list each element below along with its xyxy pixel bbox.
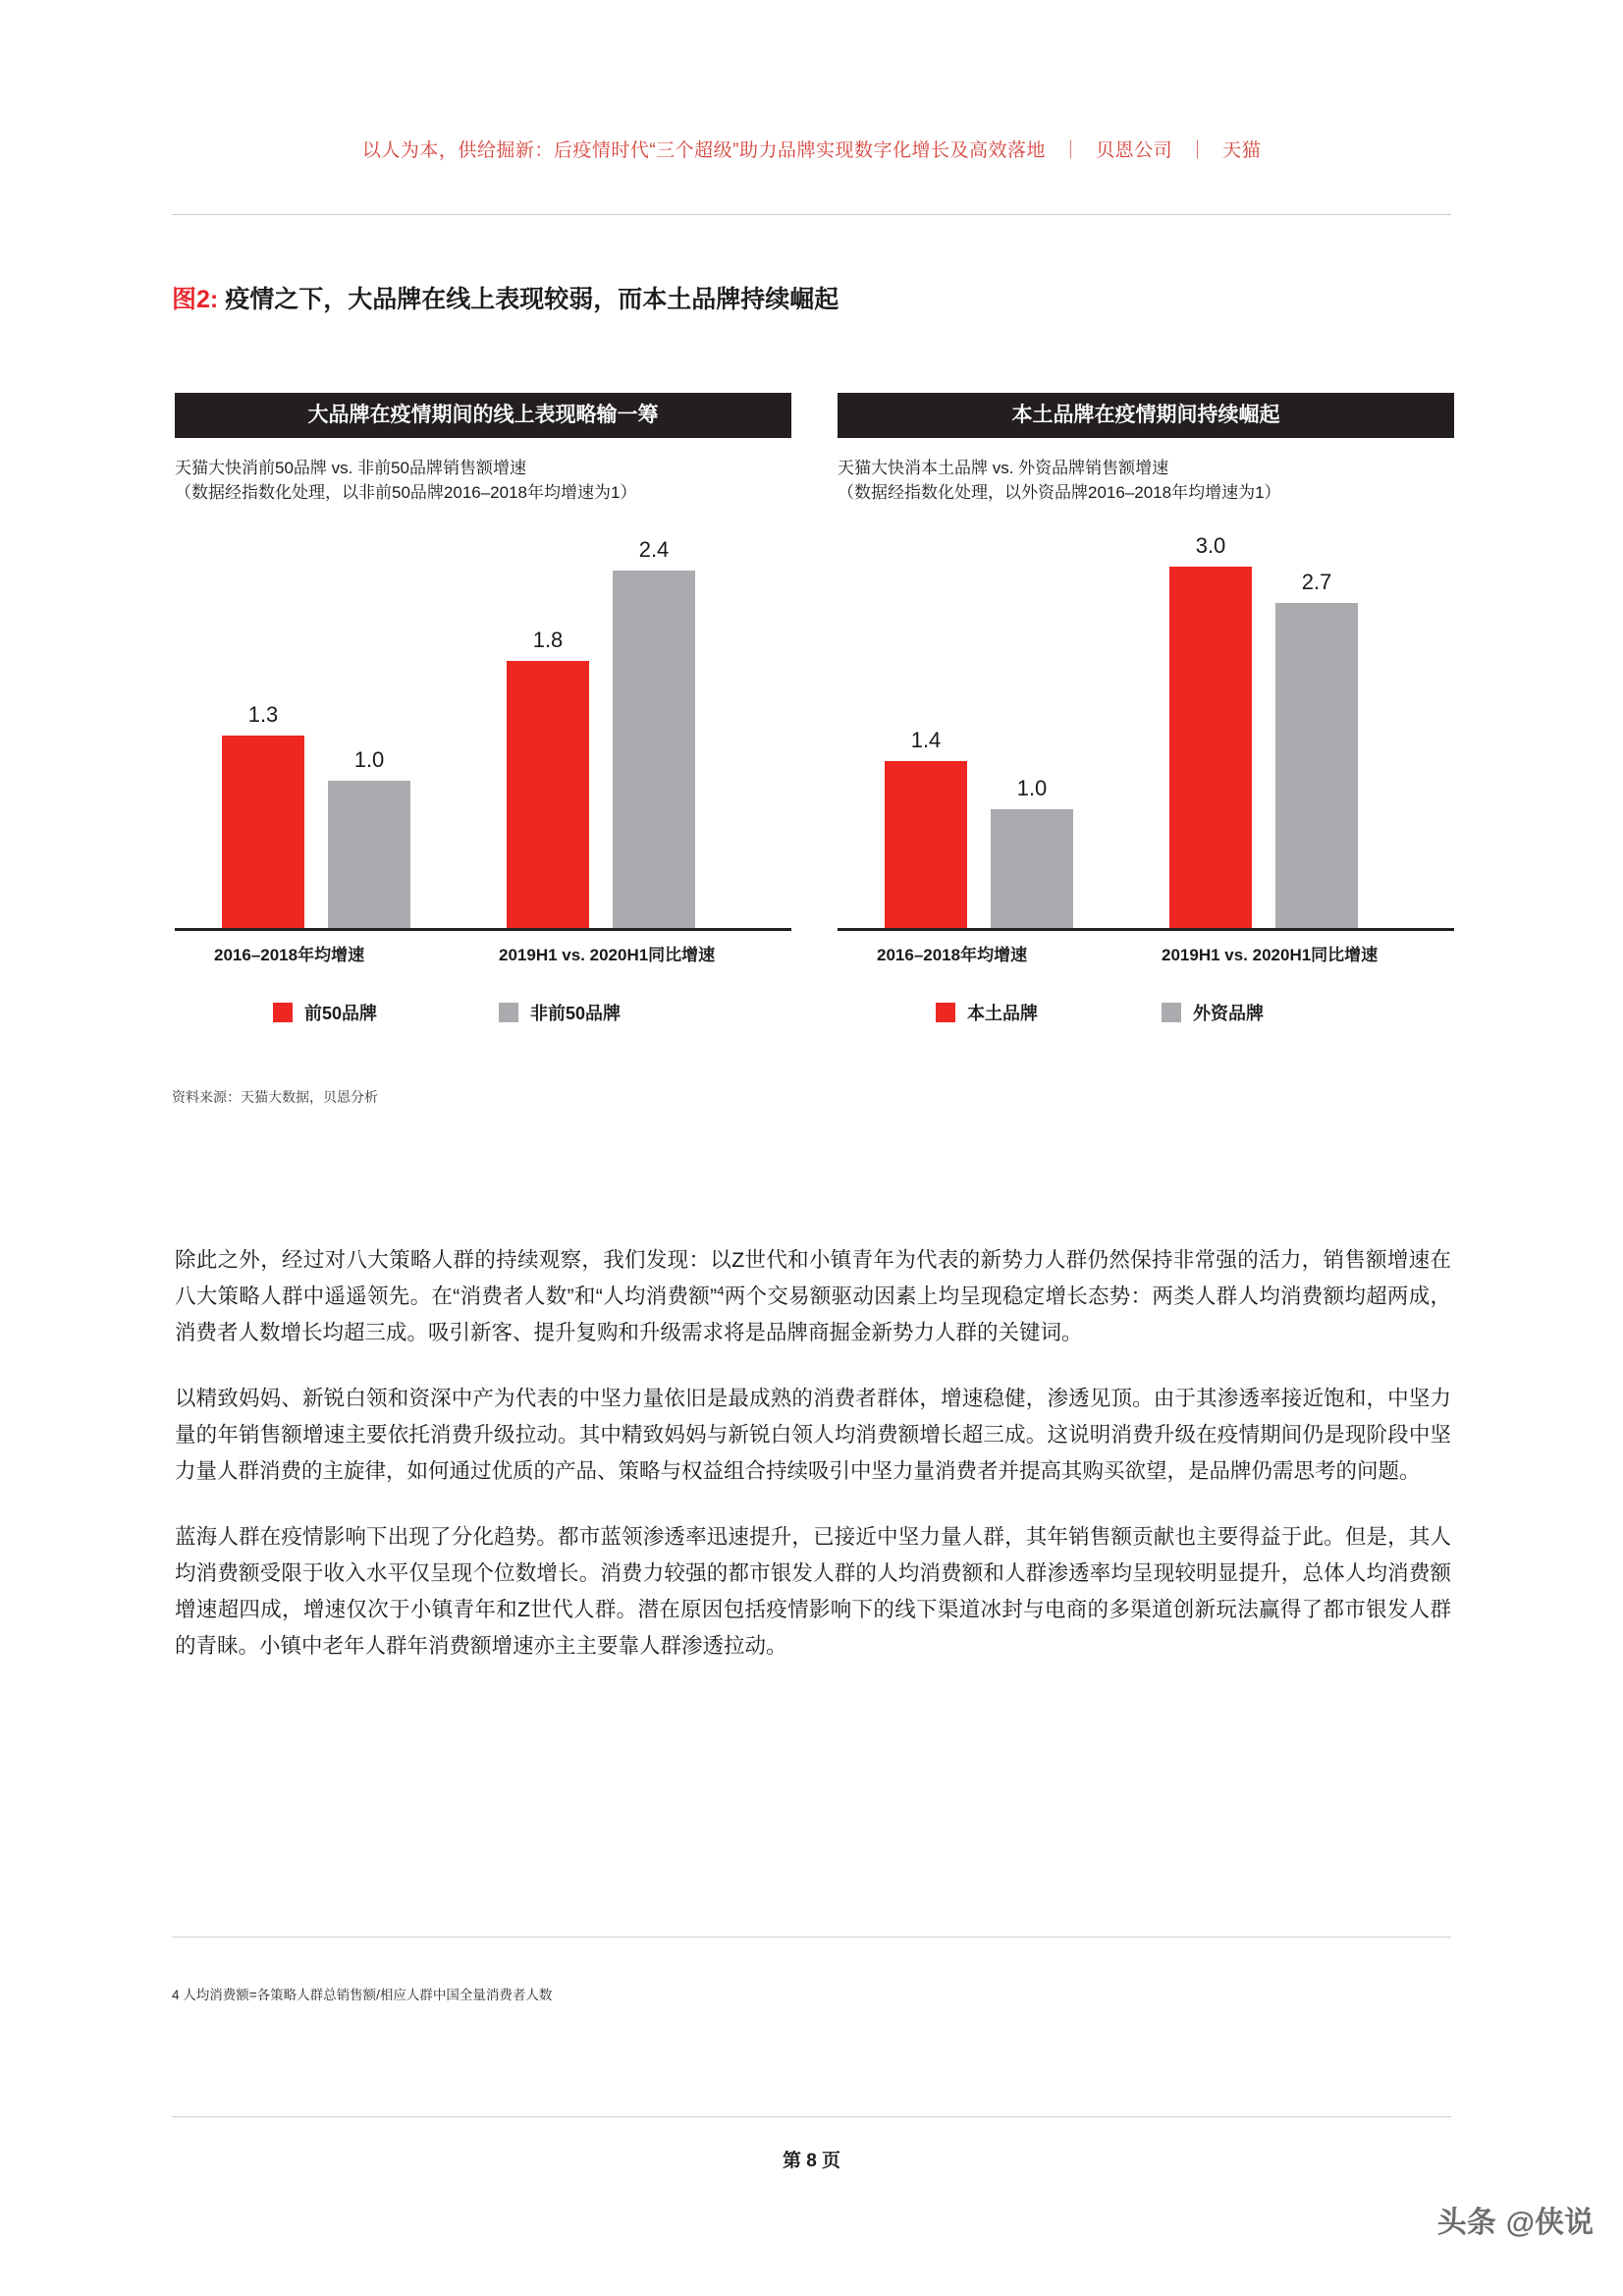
chart-right-header: 本土品牌在疫情期间持续崛起 <box>838 393 1454 438</box>
body-text <box>175 1242 1451 1694</box>
footnote-text: 4 人均消费额=各策略人群总销售额/相应人群中国全量消费者人数 <box>172 1988 553 2002</box>
legend-label: 外资品牌 <box>1193 1004 1264 1024</box>
page-number: 第 8 页 <box>782 2151 841 2171</box>
legend-swatch-icon <box>1162 1003 1181 1022</box>
bar-value-label: 1.4 <box>910 728 942 753</box>
chart-panel-right <box>838 393 1454 1025</box>
chart-right-x-labels <box>838 941 1454 974</box>
running-header-title: 以人为本，供给掘新：后疫情时代“三个超级”助力品牌实现数字化增长及高效落地 <box>361 140 1046 161</box>
chart-left-subtitle-line2: （数据经指数化处理，以非前50品牌2016–2018年均增速为1） <box>175 483 637 503</box>
chart-right-subtitle-line1: 天猫大快消本土品牌 vs. 外资品牌销售额增速 <box>838 459 1169 477</box>
chart-left-x-axis <box>175 928 791 931</box>
legend-label: 前50品牌 <box>304 1004 378 1024</box>
x-tick-label: 2019H1 vs. 2020H1同比增速 <box>499 946 716 965</box>
header-org-tmall: 天猫 <box>1222 140 1262 161</box>
chart-right-plot <box>838 519 1454 931</box>
header-separator-2: ｜ <box>1187 140 1208 161</box>
chart-left-x-labels <box>175 941 791 974</box>
bar-left-2-series1 <box>507 628 589 931</box>
bar-value-label: 2.7 <box>1301 570 1332 595</box>
chart-left-header: 大品牌在疫情期间的线上表现略输一筹 <box>175 393 791 438</box>
watermark-label: @侠说 <box>1505 2207 1594 2239</box>
bar-value-label: 1.3 <box>247 702 279 728</box>
chart-right-subtitle-line2: （数据经指数化处理，以外资品牌2016–2018年均增速为1） <box>838 483 1281 503</box>
chart-right-legend <box>838 1000 1454 1025</box>
legend-item-series1 <box>273 1000 377 1025</box>
paragraph-1-part-b: 两个交易额驱动因素上均呈现稳定增长态势：两类人群人均消费额均超两成，消费者人数增长均超三成。吸引新客、提升复购和升级需求将是品牌商掘金新势力人群的关键词。 <box>175 1284 1451 1344</box>
legend-item-series1 <box>936 1000 1038 1025</box>
bar-value-label: 1.0 <box>353 747 385 773</box>
bar-right-2-series2 <box>1275 570 1358 931</box>
figure-title <box>172 280 839 315</box>
legend-item-series2 <box>1162 1000 1264 1025</box>
bar-left-1-series1 <box>222 702 304 931</box>
paragraph-1 <box>175 1242 1451 1351</box>
bar-group-left-1 <box>202 519 458 931</box>
legend-swatch-icon <box>273 1003 293 1022</box>
bar-value-label: 2.4 <box>638 537 670 563</box>
running-header <box>0 136 1623 162</box>
bar-value-label: 3.0 <box>1195 533 1226 559</box>
header-divider <box>172 214 1451 215</box>
chart-panel-left <box>175 393 791 1025</box>
legend-label: 本土品牌 <box>967 1004 1038 1024</box>
paragraph-1-part-a: 除此之外，经过对八大策略人群的持续观察，我们发现：以Z世代和小镇青年为代表的新势力人群仍然保持非常强的活力，销售额增速在八大策略人群中遥遥领先。在“消费者人数”和“人均消费额” <box>175 1248 1451 1308</box>
paragraph-2: 以精致妈妈、新锐白领和资深中产为代表的中坚力量依旧是最成熟的消费者群体，增速稳健，渗透见顶。由于其渗透率接近饱和，中坚力量的年销售额增速主要依托消费升级拉动。其中精致妈妈与新锐白领人均消费额增长超三成。这说明消费升级在疫情期间仍是现阶段中坚力量人群消费的主旋律，如何通过优质的产品、策略与权益组合持续吸引中坚力量消费者并提高其购买欲望，是品牌仍需思考的问题。 <box>175 1386 1451 1483</box>
paragraph-3: 蓝海人群在疫情影响下出现了分化趋势。都市蓝领渗透率迅速提升，已接近中坚力量人群，其年销售额贡献也主要得益于此。但是，其人均消费额受限于收入水平仅呈现个位数增长。消费力较强的都市银发人群的人均消费额和人群渗透率均呈现较明显提升，总体人均消费额增速超四成，增速仅次于小镇青年和Z世代人群。潜在原因包括疫情影响下的线下渠道冰封与电商的多渠道创新玩法赢得了都市银发人群的青睐。小镇中老年人群年消费额增速亦主主要靠人群渗透拉动。 <box>175 1524 1451 1658</box>
header-org-bain: 贝恩公司 <box>1096 140 1173 161</box>
bar-left-2-series2 <box>613 537 695 931</box>
bar-group-right-2 <box>1150 519 1405 931</box>
bar-left-1-series2 <box>328 747 410 931</box>
footer-divider <box>172 2116 1451 2117</box>
legend-swatch-icon <box>936 1003 955 1022</box>
x-tick-label: 2016–2018年均增速 <box>877 946 1028 965</box>
bar-value-label: 1.0 <box>1016 776 1048 801</box>
bar-right-1-series1 <box>885 728 967 931</box>
chart-left-subtitle <box>175 456 791 505</box>
chart-left-subtitle-line1: 天猫大快消前50品牌 vs. 非前50品牌销售额增速 <box>175 459 526 477</box>
bar-fill <box>613 571 695 931</box>
watermark <box>1437 2198 1594 2241</box>
header-separator-1: ｜ <box>1060 140 1081 161</box>
chart-left-plot <box>175 519 791 931</box>
bar-fill <box>1275 603 1358 931</box>
figure-source-note: 资料来源：天猫大数据，贝恩分析 <box>172 1089 378 1105</box>
chart-right-subtitle <box>838 456 1454 505</box>
bar-fill <box>885 761 967 931</box>
chart-right-x-axis <box>838 928 1454 931</box>
toutiao-logo-icon: 头条 <box>1436 2207 1496 2239</box>
bar-group-left-2 <box>487 519 742 931</box>
bar-fill <box>507 661 589 931</box>
figure-number: 图2: <box>172 286 219 313</box>
bar-value-label: 1.8 <box>532 628 564 653</box>
bar-right-1-series2 <box>991 776 1073 931</box>
legend-item-series2 <box>499 1000 621 1025</box>
bar-fill <box>991 809 1073 931</box>
footnote-marker: 4 <box>717 1283 725 1298</box>
chart-left-legend <box>175 1000 791 1025</box>
bar-group-right-1 <box>865 519 1120 931</box>
legend-label: 非前50品牌 <box>530 1004 622 1024</box>
bar-fill <box>328 781 410 931</box>
footnote-divider <box>172 1937 1451 1938</box>
bar-fill <box>222 736 304 931</box>
x-tick-label: 2016–2018年均增速 <box>214 946 365 965</box>
legend-swatch-icon <box>499 1003 518 1022</box>
figure-title-text: 疫情之下，大品牌在线上表现较弱，而本土品牌持续崛起 <box>225 286 839 313</box>
x-tick-label: 2019H1 vs. 2020H1同比增速 <box>1162 946 1379 965</box>
bar-fill <box>1169 567 1252 931</box>
bar-right-2-series1 <box>1169 533 1252 931</box>
